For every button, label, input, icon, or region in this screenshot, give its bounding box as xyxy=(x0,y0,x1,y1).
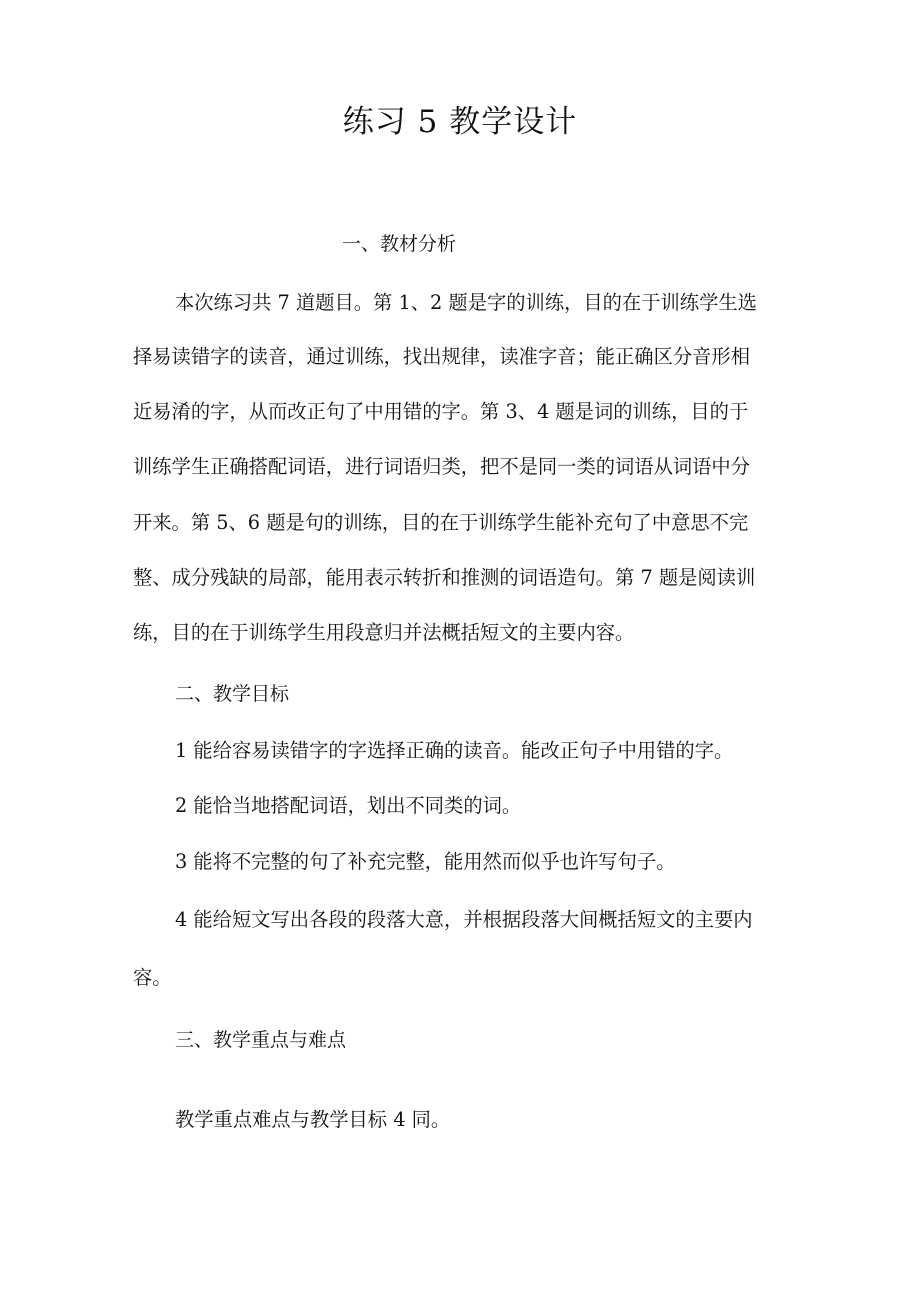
goal-item: 4 能给短文写出各段的段落大意，并根据段落大间概括短文的主要内 xyxy=(175,908,753,931)
paragraph-line: 整、成分残缺的局部，能用表示转折和推测的词语造句。第 7 题是阅读训 xyxy=(133,566,756,589)
goal-item: 容。 xyxy=(133,966,172,989)
goal-item: 1 能给容易读错字的字选择正确的读音。能改正句子中用错的字。 xyxy=(175,739,734,762)
goal-item: 2 能恰当地搭配词语，划出不同类的词。 xyxy=(175,794,522,817)
paragraph-line: 练，目的在于训练学生用段意归并法概括短文的主要内容。 xyxy=(133,621,635,644)
goal-item: 3 能将不完整的句了补充完整，能用然而似乎也许写句子。 xyxy=(175,850,676,873)
section-heading-goals: 二、教学目标 xyxy=(175,683,290,705)
paragraph-line: 开来。第 5、6 题是句的训练，目的在于训练学生能补充句了中意思不完 xyxy=(133,511,749,534)
page-title: 练习 5 教学设计 xyxy=(342,104,578,140)
paragraph-line: 训练学生正确搭配词语，进行词语归类，把不是同一类的词语从词语中分 xyxy=(133,455,750,478)
paragraph-line: 近易淆的字，从而改正句了中用错的字。第 3、4 题是词的训练，目的于 xyxy=(133,400,749,423)
paragraph-line: 择易读错字的读音，通过训练，找出规律，读准字音；能正确区分音形相 xyxy=(133,345,750,368)
paragraph-line: 本次练习共 7 道题目。第 1、2 题是字的训练，目的在于训练学生选 xyxy=(175,291,757,314)
key-points-text: 教学重点难点与教学目标 4 同。 xyxy=(175,1108,451,1131)
section-heading-analysis: 一、教材分析 xyxy=(342,233,457,255)
section-heading-key-points: 三、教学重点与难点 xyxy=(175,1029,347,1051)
